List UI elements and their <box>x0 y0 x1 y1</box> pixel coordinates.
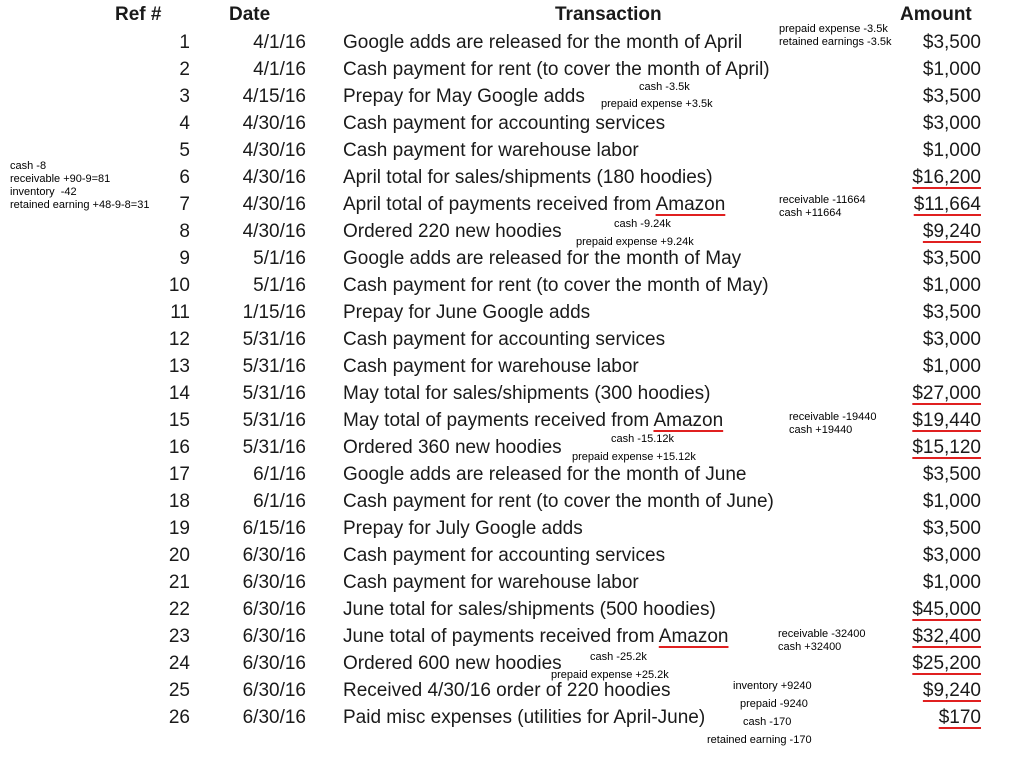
annotation-row-3-prepaid: prepaid expense +3.5k <box>601 98 713 110</box>
transaction-text: Received 4/30/16 order of 220 hoodies <box>343 680 671 701</box>
amount-value: $1,000 <box>922 572 981 593</box>
transaction-text: Google adds are released for the month of April <box>343 32 743 53</box>
date-cell: 6/30/16 <box>242 626 306 647</box>
transaction-text: April total of payments received from <box>343 194 656 215</box>
transaction-cell <box>343 29 742 56</box>
header-ref: Ref # <box>115 4 162 25</box>
ref-cell: 4 <box>179 113 190 134</box>
transaction-text: Ordered 220 new hoodies <box>343 221 562 242</box>
transaction-text: Google adds are released for the month of June <box>343 464 747 485</box>
transaction-cell <box>343 623 728 650</box>
date-cell: 6/30/16 <box>242 545 306 566</box>
annotation-row-7: receivable -11664 cash +11664 <box>779 194 866 219</box>
transaction-text: Cash payment for rent (to cover the month of June) <box>343 491 774 512</box>
amount-value: $11,664 <box>913 194 981 215</box>
amount-value: $1,000 <box>922 59 981 80</box>
transaction-cell <box>343 407 723 434</box>
amount-cell <box>880 515 981 542</box>
amount-value: $32,400 <box>912 626 981 647</box>
transaction-cell <box>343 704 705 731</box>
date-cell: 6/30/16 <box>242 707 306 728</box>
amount-cell <box>880 542 981 569</box>
amazon-underlined-text: Amazon <box>655 194 726 215</box>
date-cell: 1/15/16 <box>242 302 306 323</box>
amount-value: $19,440 <box>912 410 981 431</box>
table-row <box>0 110 1024 137</box>
ref-cell: 3 <box>179 86 190 107</box>
ref-cell: 1 <box>179 32 190 53</box>
transaction-cell <box>343 245 741 272</box>
transaction-text: May total for sales/shipments (300 hoodies) <box>343 383 711 404</box>
amount-cell <box>880 434 981 461</box>
transaction-cell <box>343 515 583 542</box>
date-cell: 6/30/16 <box>242 680 306 701</box>
annotation-row-15: receivable -19440 cash +19440 <box>789 411 877 436</box>
transaction-text: Ordered 600 new hoodies <box>343 653 562 674</box>
transaction-text: Cash payment for rent (to cover the month of May) <box>343 275 769 296</box>
amazon-underlined-text: Amazon <box>653 410 724 431</box>
annotation-row-26-retained: retained earning -170 <box>707 734 812 746</box>
transaction-text: June total of payments received from <box>343 626 659 647</box>
transaction-text: Prepay for June Google adds <box>343 302 591 323</box>
table-row <box>0 650 1024 677</box>
ref-cell: 14 <box>168 383 190 404</box>
transaction-cell <box>343 272 769 299</box>
amount-value: $1,000 <box>922 275 981 296</box>
amount-cell <box>880 218 981 245</box>
ref-cell: 20 <box>168 545 190 566</box>
transaction-cell <box>343 164 713 191</box>
transaction-text: April total for sales/shipments (180 hoodies) <box>343 167 713 188</box>
amount-cell <box>880 299 981 326</box>
table-row <box>0 677 1024 704</box>
amount-cell <box>880 245 981 272</box>
transaction-cell <box>343 110 665 137</box>
ref-cell: 24 <box>168 653 190 674</box>
ref-cell: 18 <box>168 491 190 512</box>
amount-cell <box>880 56 981 83</box>
annotation-row-1: prepaid expense -3.5k retained earnings -3.5k <box>779 23 892 48</box>
ref-cell: 19 <box>168 518 190 539</box>
transaction-cell <box>343 650 562 677</box>
table-row <box>0 569 1024 596</box>
ref-cell: 12 <box>168 329 190 350</box>
amount-cell <box>880 353 981 380</box>
table-row <box>0 137 1024 164</box>
amount-value: $3,000 <box>922 545 981 566</box>
transaction-text: Cash payment for accounting services <box>343 113 666 134</box>
ref-cell: 16 <box>168 437 190 458</box>
transaction-text: May total of payments received from <box>343 410 654 431</box>
transaction-cell <box>343 56 770 83</box>
amount-cell <box>880 596 981 623</box>
transaction-text: Cash payment for rent (to cover the month of April) <box>343 59 770 80</box>
amount-cell <box>880 380 981 407</box>
annotation-row-6-left: cash -8 receivable +90-9=81 inventory -42 retained earning +48-9-8=31 <box>10 160 150 211</box>
transaction-text: Cash payment for warehouse labor <box>343 572 639 593</box>
ref-cell: 17 <box>168 464 190 485</box>
transaction-text: Google adds are released for the month of May <box>343 248 742 269</box>
transaction-cell <box>343 137 639 164</box>
amount-value: $15,120 <box>912 437 981 458</box>
transaction-text: Cash payment for accounting services <box>343 545 666 566</box>
amount-value: $16,200 <box>912 167 981 188</box>
transaction-cell <box>343 542 665 569</box>
table-row <box>0 353 1024 380</box>
transaction-cell <box>343 461 746 488</box>
transaction-cell <box>343 218 562 245</box>
amount-value: $3,500 <box>922 86 981 107</box>
transaction-text: Cash payment for warehouse labor <box>343 356 639 377</box>
amount-value: $3,500 <box>922 518 981 539</box>
amount-value: $3,000 <box>922 329 981 350</box>
table-row <box>0 164 1024 191</box>
annotation-row-25-inventory: inventory +9240 <box>733 680 812 692</box>
table-row <box>0 191 1024 218</box>
ref-cell: 5 <box>179 140 190 161</box>
annotation-row-8-prepaid: prepaid expense +9.24k <box>576 236 694 248</box>
amount-value: $9,240 <box>922 221 981 242</box>
date-cell: 5/31/16 <box>242 329 306 350</box>
transaction-text: Ordered 360 new hoodies <box>343 437 562 458</box>
amount-cell <box>880 326 981 353</box>
header-amount: Amount <box>900 4 972 25</box>
date-cell: 6/1/16 <box>253 491 306 512</box>
annotation-row-23: receivable -32400 cash +32400 <box>778 628 866 653</box>
amount-value: $45,000 <box>912 599 981 620</box>
annotation-row-24-prepaid: prepaid expense +25.2k <box>551 669 669 681</box>
date-cell: 5/1/16 <box>253 248 306 269</box>
date-cell: 4/30/16 <box>242 221 306 242</box>
ref-cell: 2 <box>179 59 190 80</box>
transaction-cell <box>343 326 665 353</box>
date-cell: 6/1/16 <box>253 464 306 485</box>
annotation-row-26-cash: cash -170 <box>743 716 792 728</box>
ref-cell: 15 <box>168 410 190 431</box>
date-cell: 4/30/16 <box>242 194 306 215</box>
amount-value: $27,000 <box>912 383 981 404</box>
transaction-text: Cash payment for warehouse labor <box>343 140 639 161</box>
ref-cell: 25 <box>168 680 190 701</box>
ref-cell: 21 <box>168 572 190 593</box>
table-row <box>0 380 1024 407</box>
table-row <box>0 704 1024 731</box>
date-cell: 5/31/16 <box>242 437 306 458</box>
amount-value: $3,000 <box>922 113 981 134</box>
ref-cell: 13 <box>168 356 190 377</box>
amount-cell <box>880 110 981 137</box>
amount-cell <box>880 623 981 650</box>
transaction-cell <box>343 380 711 407</box>
ref-cell: 10 <box>168 275 190 296</box>
table-row <box>0 542 1024 569</box>
transaction-cell <box>343 83 585 110</box>
ref-cell: 9 <box>179 248 190 269</box>
transaction-cell <box>343 299 590 326</box>
table-row <box>0 326 1024 353</box>
amount-value: $25,200 <box>912 653 981 674</box>
transaction-cell <box>343 596 716 623</box>
amount-cell <box>880 488 981 515</box>
table-row <box>0 272 1024 299</box>
date-cell: 6/30/16 <box>242 653 306 674</box>
transaction-text: Prepay for July Google adds <box>343 518 583 539</box>
amount-value: $3,500 <box>922 32 981 53</box>
table-row <box>0 83 1024 110</box>
amount-cell <box>880 650 981 677</box>
annotation-row-16-prepaid: prepaid expense +15.12k <box>572 451 696 463</box>
annotation-row-25-prepaid: prepaid -9240 <box>740 698 808 710</box>
annotation-row-3-cash: cash -3.5k <box>639 81 690 93</box>
amount-value: $1,000 <box>922 140 981 161</box>
header-date: Date <box>229 4 271 25</box>
ref-cell: 7 <box>179 194 190 215</box>
date-cell: 6/15/16 <box>242 518 306 539</box>
transaction-text: Prepay for May Google adds <box>343 86 585 107</box>
header-transaction: Transaction <box>555 4 662 25</box>
transaction-cell <box>343 488 774 515</box>
ref-cell: 22 <box>168 599 190 620</box>
transaction-cell <box>343 353 639 380</box>
table-row <box>0 56 1024 83</box>
table-row <box>0 299 1024 326</box>
date-cell: 5/31/16 <box>242 383 306 404</box>
amount-value: $3,500 <box>922 464 981 485</box>
amount-value: $3,500 <box>922 302 981 323</box>
amount-cell <box>880 83 981 110</box>
amount-cell <box>880 272 981 299</box>
table-row <box>0 488 1024 515</box>
date-cell: 4/1/16 <box>253 59 306 80</box>
amount-cell <box>880 137 981 164</box>
table-row <box>0 218 1024 245</box>
transaction-text: Cash payment for accounting services <box>343 329 666 350</box>
ref-cell: 6 <box>179 167 190 188</box>
table-row <box>0 623 1024 650</box>
date-cell: 6/30/16 <box>242 572 306 593</box>
date-cell: 4/30/16 <box>242 113 306 134</box>
amount-cell <box>880 407 981 434</box>
table-row <box>0 515 1024 542</box>
amount-value: $1,000 <box>922 491 981 512</box>
amount-value: $1,000 <box>922 356 981 377</box>
annotation-row-8-cash: cash -9.24k <box>614 218 671 230</box>
amount-cell <box>880 191 981 218</box>
amount-value: $9,240 <box>922 680 981 701</box>
amount-cell <box>880 677 981 704</box>
date-cell: 5/1/16 <box>253 275 306 296</box>
ref-cell: 23 <box>168 626 190 647</box>
amount-value: $3,500 <box>922 248 981 269</box>
amount-cell <box>880 704 981 731</box>
amount-cell <box>880 29 981 56</box>
transaction-cell <box>343 434 562 461</box>
amount-cell <box>880 461 981 488</box>
amount-cell <box>880 569 981 596</box>
annotation-row-24-cash: cash -25.2k <box>590 651 647 663</box>
amazon-underlined-text: Amazon <box>658 626 729 647</box>
table-row <box>0 461 1024 488</box>
date-cell: 5/31/16 <box>242 410 306 431</box>
date-cell: 4/1/16 <box>253 32 306 53</box>
amount-value: $170 <box>938 707 981 728</box>
date-cell: 4/15/16 <box>242 86 306 107</box>
table-row <box>0 245 1024 272</box>
date-cell: 5/31/16 <box>242 356 306 377</box>
date-cell: 4/30/16 <box>242 167 306 188</box>
ref-cell: 11 <box>170 302 190 323</box>
transaction-cell <box>343 569 639 596</box>
table-row <box>0 434 1024 461</box>
date-cell: 6/30/16 <box>242 599 306 620</box>
ref-cell: 26 <box>168 707 190 728</box>
annotation-row-16-cash: cash -15.12k <box>611 433 674 445</box>
transaction-text: June total for sales/shipments (500 hoodies) <box>343 599 716 620</box>
transaction-text: Paid misc expenses (utilities for April-June) <box>343 707 706 728</box>
date-cell: 4/30/16 <box>242 140 306 161</box>
transaction-cell <box>343 191 725 218</box>
ref-cell: 8 <box>179 221 190 242</box>
table-row <box>0 596 1024 623</box>
amount-cell <box>880 164 981 191</box>
